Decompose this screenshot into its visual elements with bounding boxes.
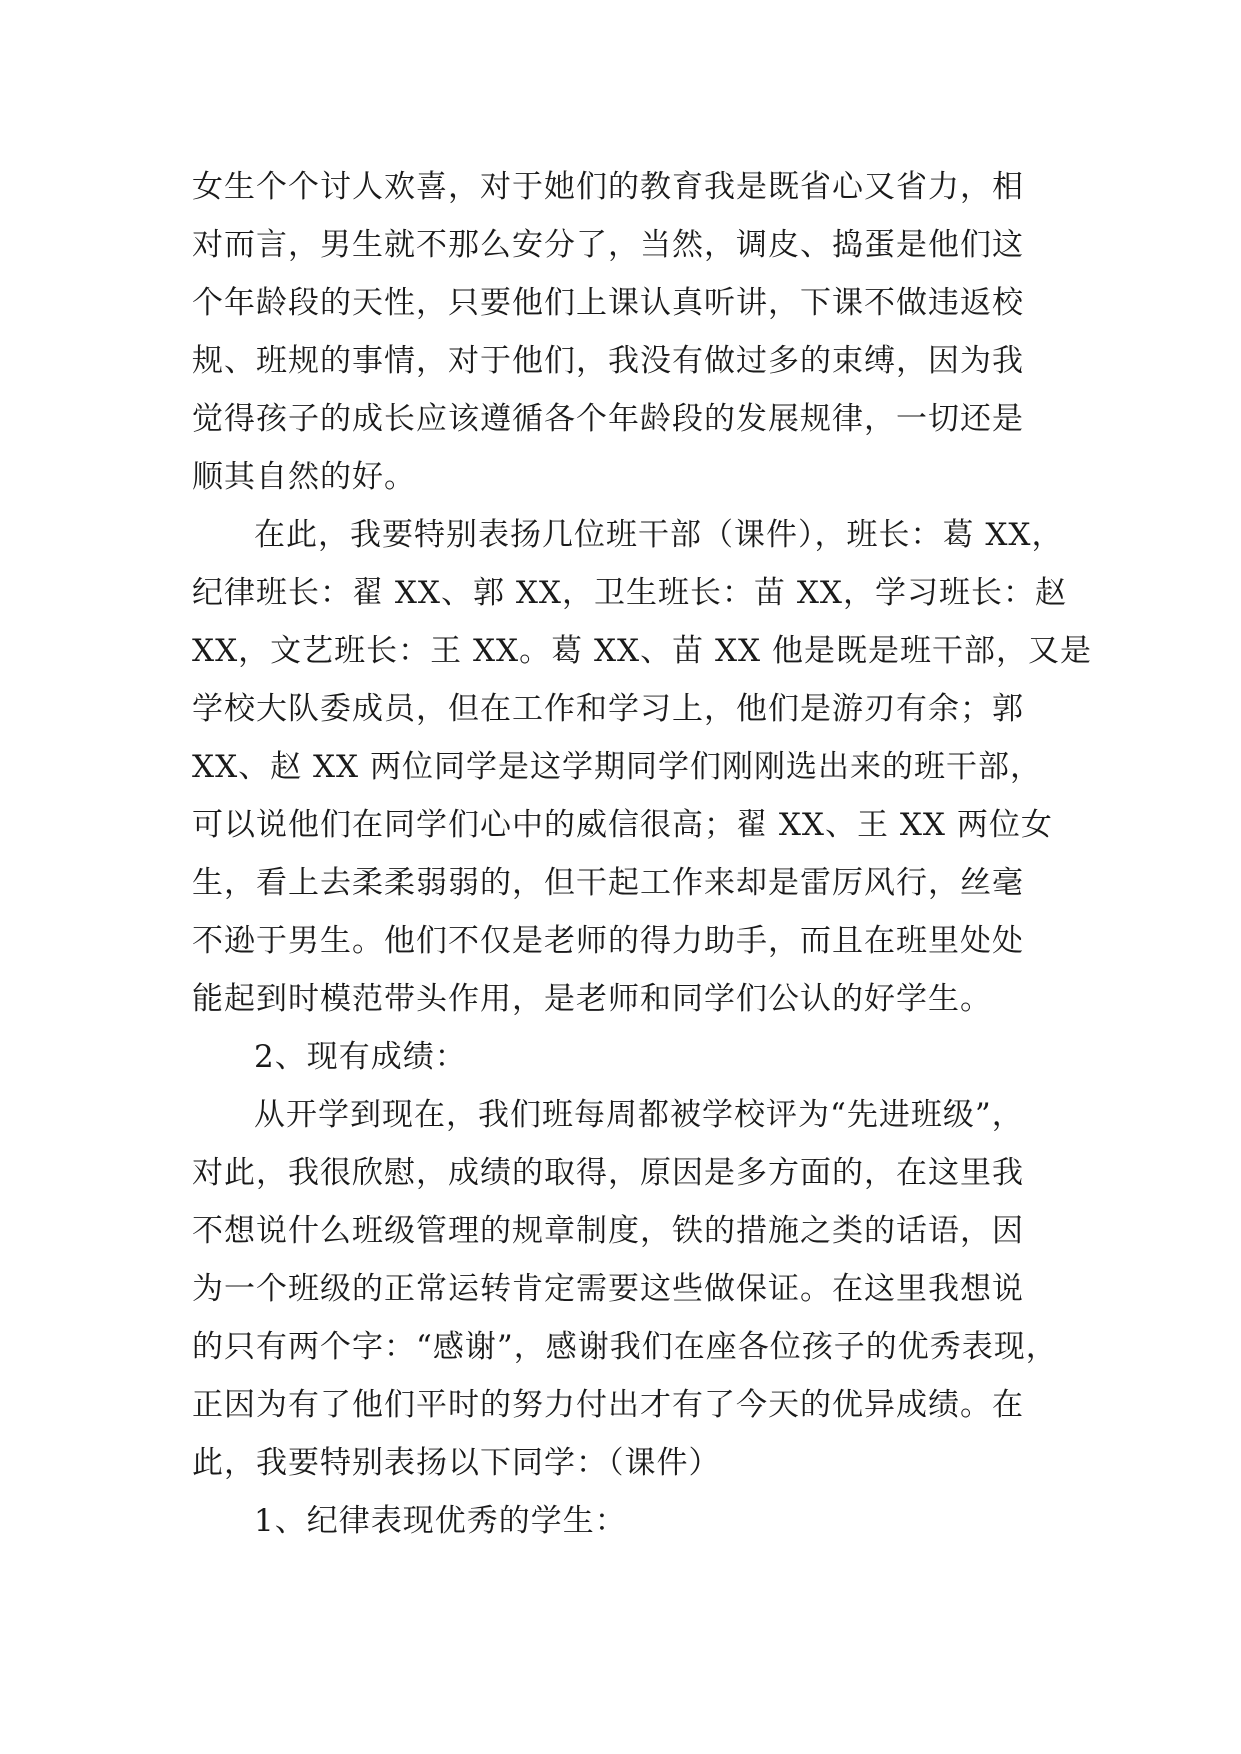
paragraph-line: 能起到时模范带头作用，是老师和同学们公认的好学生。 — [192, 981, 992, 1017]
section-heading: 2、现有成绩： — [254, 1039, 467, 1075]
paragraph-line: 为一个班级的正常运转肯定需要这些做保证。在这里我想说 — [192, 1271, 1024, 1307]
paragraph-line: 生，看上去柔柔弱弱的，但干起工作来却是雷厉风行，丝毫 — [192, 865, 1024, 901]
paragraph-line: 纪律班长：翟 XX、郭 XX，卫生班长：苗 XX，学习班长：赵 — [192, 575, 1067, 611]
document-body — [192, 158, 1092, 1550]
paragraph-line: 在此，我要特别表扬几位班干部（课件），班长：葛 XX， — [254, 517, 1064, 553]
paragraph-line: 的只有两个字：“感谢”，感谢我们在座各位孩子的优秀表现， — [192, 1329, 1058, 1365]
paragraph-line: 个年龄段的天性，只要他们上课认真听讲，下课不做违返校 — [192, 285, 1024, 321]
paragraph-line: 此，我要特别表扬以下同学：（课件） — [192, 1445, 721, 1481]
paragraph-line: XX、赵 XX 两位同学是这学期同学们刚刚选出来的班干部， — [192, 749, 1042, 785]
paragraph-line: 正因为有了他们平时的努力付出才有了今天的优异成绩。在 — [192, 1387, 1024, 1423]
paragraph-line: 不想说什么班级管理的规章制度，铁的措施之类的话语，因 — [192, 1213, 1024, 1249]
paragraph-line: 可以说他们在同学们心中的威信很高；翟 XX、王 XX 两位女 — [192, 807, 1053, 843]
paragraph-line: 女生个个讨人欢喜，对于她们的教育我是既省心又省力，相 — [192, 169, 1024, 205]
paragraph-line: 对此，我很欣慰，成绩的取得，原因是多方面的，在这里我 — [192, 1155, 1024, 1191]
paragraph-line: 顺其自然的好。 — [192, 459, 416, 495]
paragraph-line: 规、班规的事情，对于他们，我没有做过多的束缚，因为我 — [192, 343, 1024, 379]
paragraph-line: XX，文艺班长：王 XX。葛 XX、苗 XX 他是既是班干部，又是 — [192, 633, 1092, 669]
section-heading: 1、纪律表现优秀的学生： — [254, 1503, 627, 1539]
paragraph-line: 学校大队委成员，但在工作和学习上，他们是游刃有余；郭 — [192, 691, 1024, 727]
paragraph-line: 不逊于男生。他们不仅是老师的得力助手，而且在班里处处 — [192, 923, 1024, 959]
paragraph-line: 从开学到现在，我们班每周都被学校评为“先进班级”， — [254, 1097, 1024, 1133]
paragraph-line: 觉得孩子的成长应该遵循各个年龄段的发展规律，一切还是 — [192, 401, 1024, 437]
paragraph-line: 对而言，男生就不那么安分了，当然，调皮、捣蛋是他们这 — [192, 227, 1024, 263]
